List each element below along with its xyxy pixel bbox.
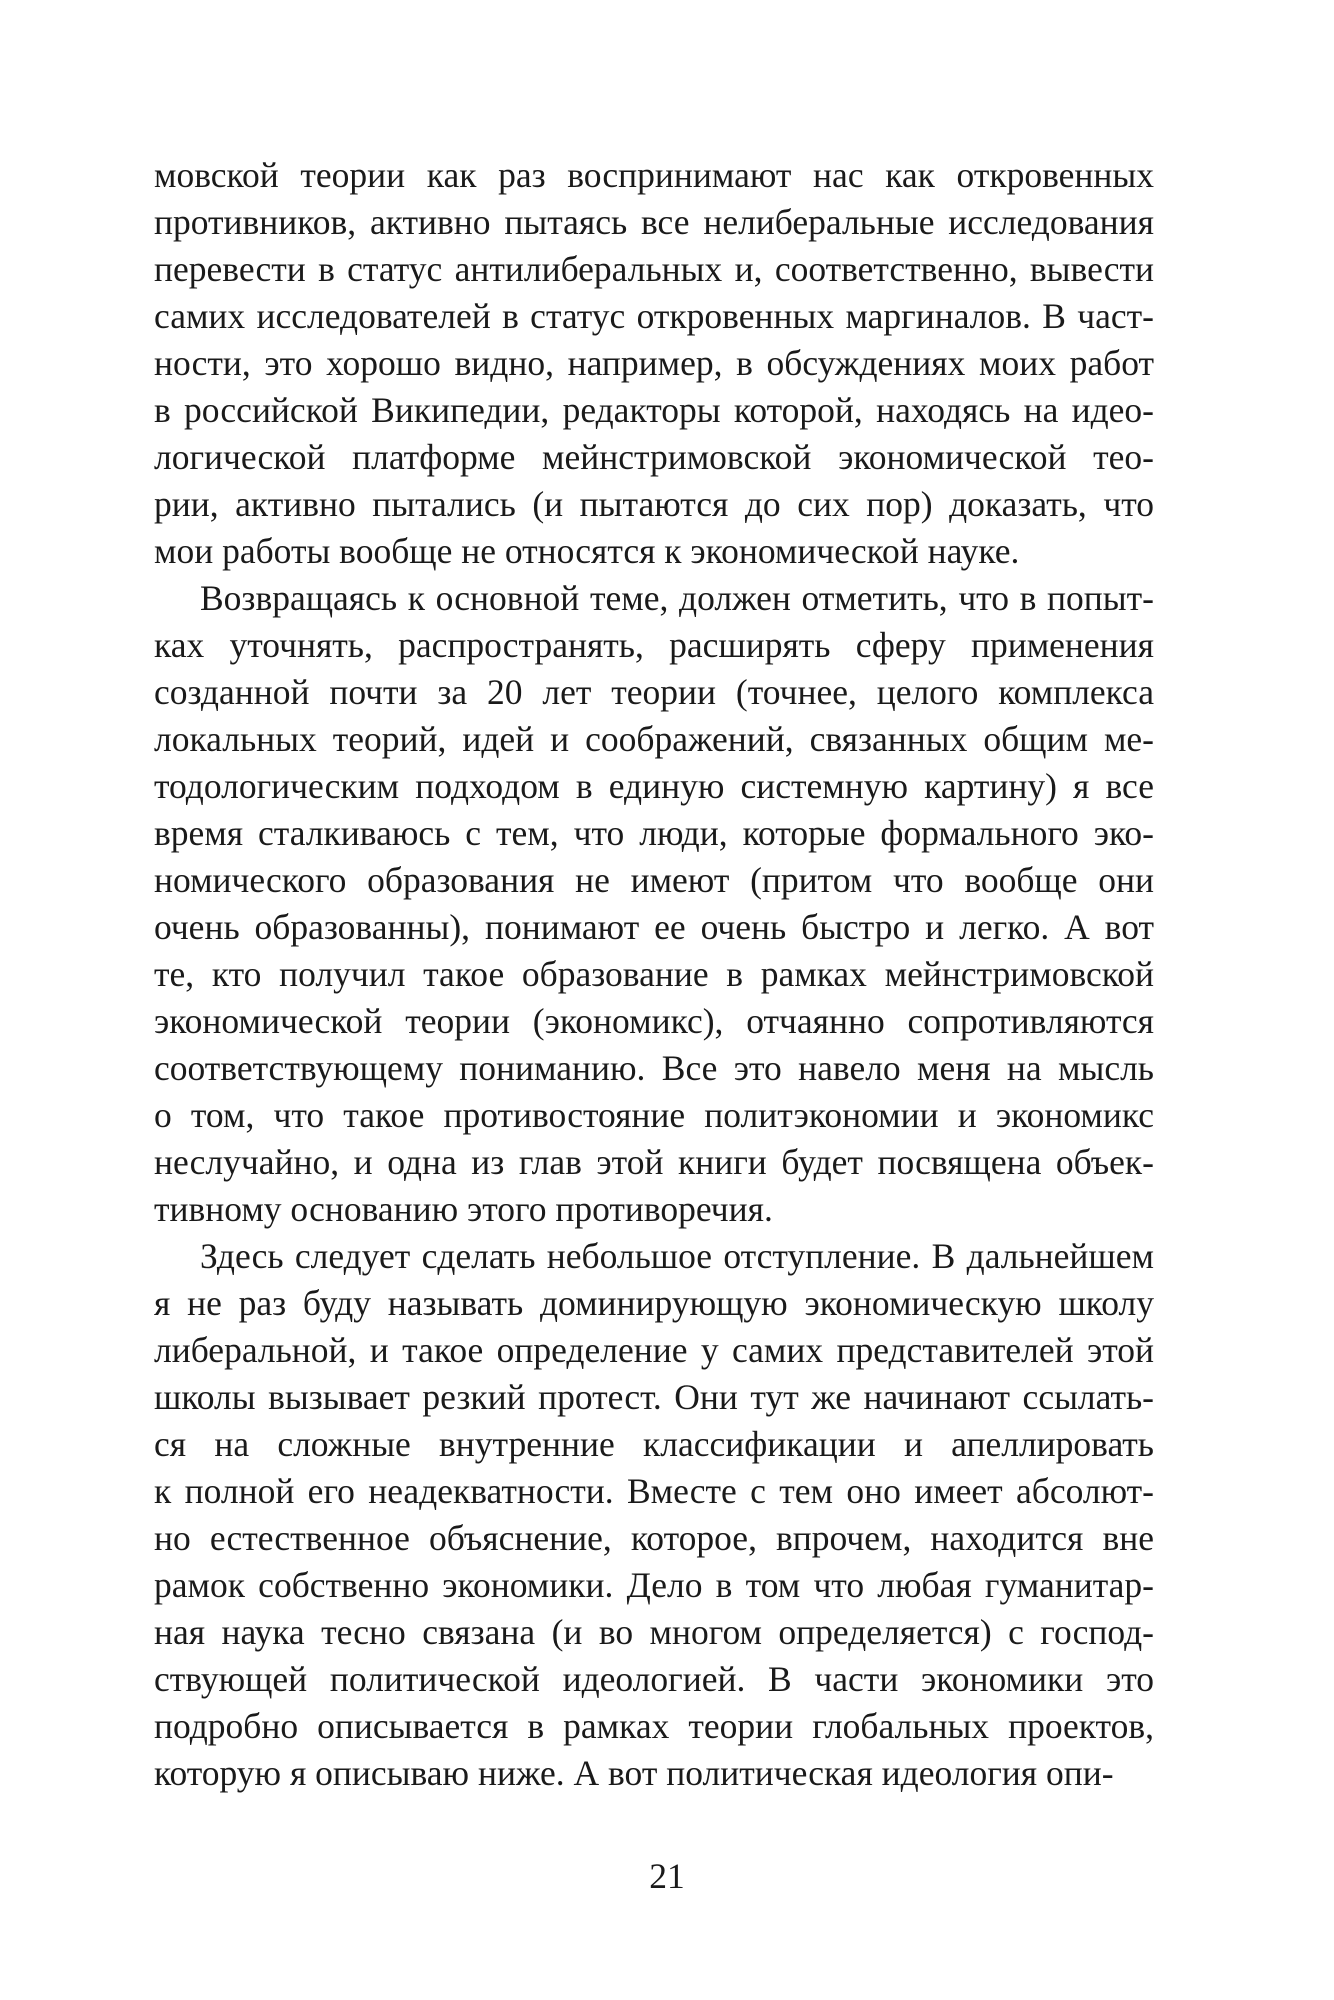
text-line: тивному основанию этого противоречия. xyxy=(154,1189,773,1229)
page-number: 21 xyxy=(649,1856,685,1896)
text-line: логической платформе мейнстримовской экономической тео- xyxy=(154,437,1154,477)
body-text xyxy=(154,152,1154,1797)
text-line: которую я описываю ниже. А вот политическая идеология опи- xyxy=(154,1753,1114,1793)
text-line: ся на сложные внутренние классификации и апеллировать xyxy=(154,1424,1154,1464)
paragraph xyxy=(154,1233,1154,1797)
text-line: ствующей политической идеологией. В части экономики это xyxy=(154,1659,1154,1699)
text-line: те, кто получил такое образование в рамках мейнстримовской xyxy=(154,954,1154,994)
text-line: противников, активно пытаясь все нелиберальные исследования xyxy=(154,202,1154,242)
text-line: очень образованны), понимают ее очень быстро и легко. А вот xyxy=(154,907,1154,947)
text-line: школы вызывает резкий протест. Они тут же начинают ссылать- xyxy=(154,1377,1154,1417)
text-line: локальных теорий, идей и соображений, связанных общим ме- xyxy=(154,719,1154,759)
text-line: тодологическим подходом в единую системную картину) я все xyxy=(154,766,1154,806)
text-line: мовской теории как раз воспринимают нас как откровенных xyxy=(154,155,1154,195)
text-line: самих исследователей в статус откровенных маргиналов. В част- xyxy=(154,296,1154,336)
text-line: Здесь следует сделать небольшое отступление. В дальнейшем xyxy=(200,1236,1154,1276)
text-line: Возвращаясь к основной теме, должен отметить, что в попыт- xyxy=(200,578,1154,618)
text-line: перевести в статус антилиберальных и, соответственно, вывести xyxy=(154,249,1154,289)
text-line: номического образования не имеют (притом что вообще они xyxy=(154,860,1154,900)
text-line: экономической теории (экономикс), отчаянно сопротивляются xyxy=(154,1001,1154,1041)
paragraph xyxy=(154,152,1154,575)
paragraph xyxy=(154,575,1154,1233)
text-line: я не раз буду называть доминирующую экономическую школу xyxy=(154,1283,1154,1323)
text-line: ная наука тесно связана (и во многом определяется) с господ- xyxy=(154,1612,1154,1652)
text-line: но естественное объяснение, которое, впрочем, находится вне xyxy=(154,1518,1154,1558)
text-line: подробно описывается в рамках теории глобальных проектов, xyxy=(154,1706,1154,1746)
text-line: время сталкиваюсь с тем, что люди, которые формального эко- xyxy=(154,813,1154,853)
text-line: созданной почти за 20 лет теории (точнее, целого комплекса xyxy=(154,672,1154,712)
text-line: рамок собственно экономики. Дело в том что любая гуманитар- xyxy=(154,1565,1154,1605)
text-line: неслучайно, и одна из глав этой книги будет посвящена объек- xyxy=(154,1142,1154,1182)
text-line: о том, что такое противостояние политэкономии и экономикс xyxy=(154,1095,1154,1135)
text-line: рии, активно пытались (и пытаются до сих пор) доказать, что xyxy=(154,484,1154,524)
text-line: ках уточнять, распространять, расширять сферу применения xyxy=(154,625,1154,665)
text-line: к полной его неадекватности. Вместе с тем оно имеет абсолют- xyxy=(154,1471,1154,1511)
text-line: в российской Википедии, редакторы которой, находясь на идео- xyxy=(154,390,1154,430)
text-line: соответствующему пониманию. Все это навело меня на мысль xyxy=(154,1048,1154,1088)
text-line: ности, это хорошо видно, например, в обсуждениях моих работ xyxy=(154,343,1154,383)
text-line: мои работы вообще не относятся к экономической науке. xyxy=(154,531,1020,571)
text-line: либеральной, и такое определение у самих представителей этой xyxy=(154,1330,1154,1370)
